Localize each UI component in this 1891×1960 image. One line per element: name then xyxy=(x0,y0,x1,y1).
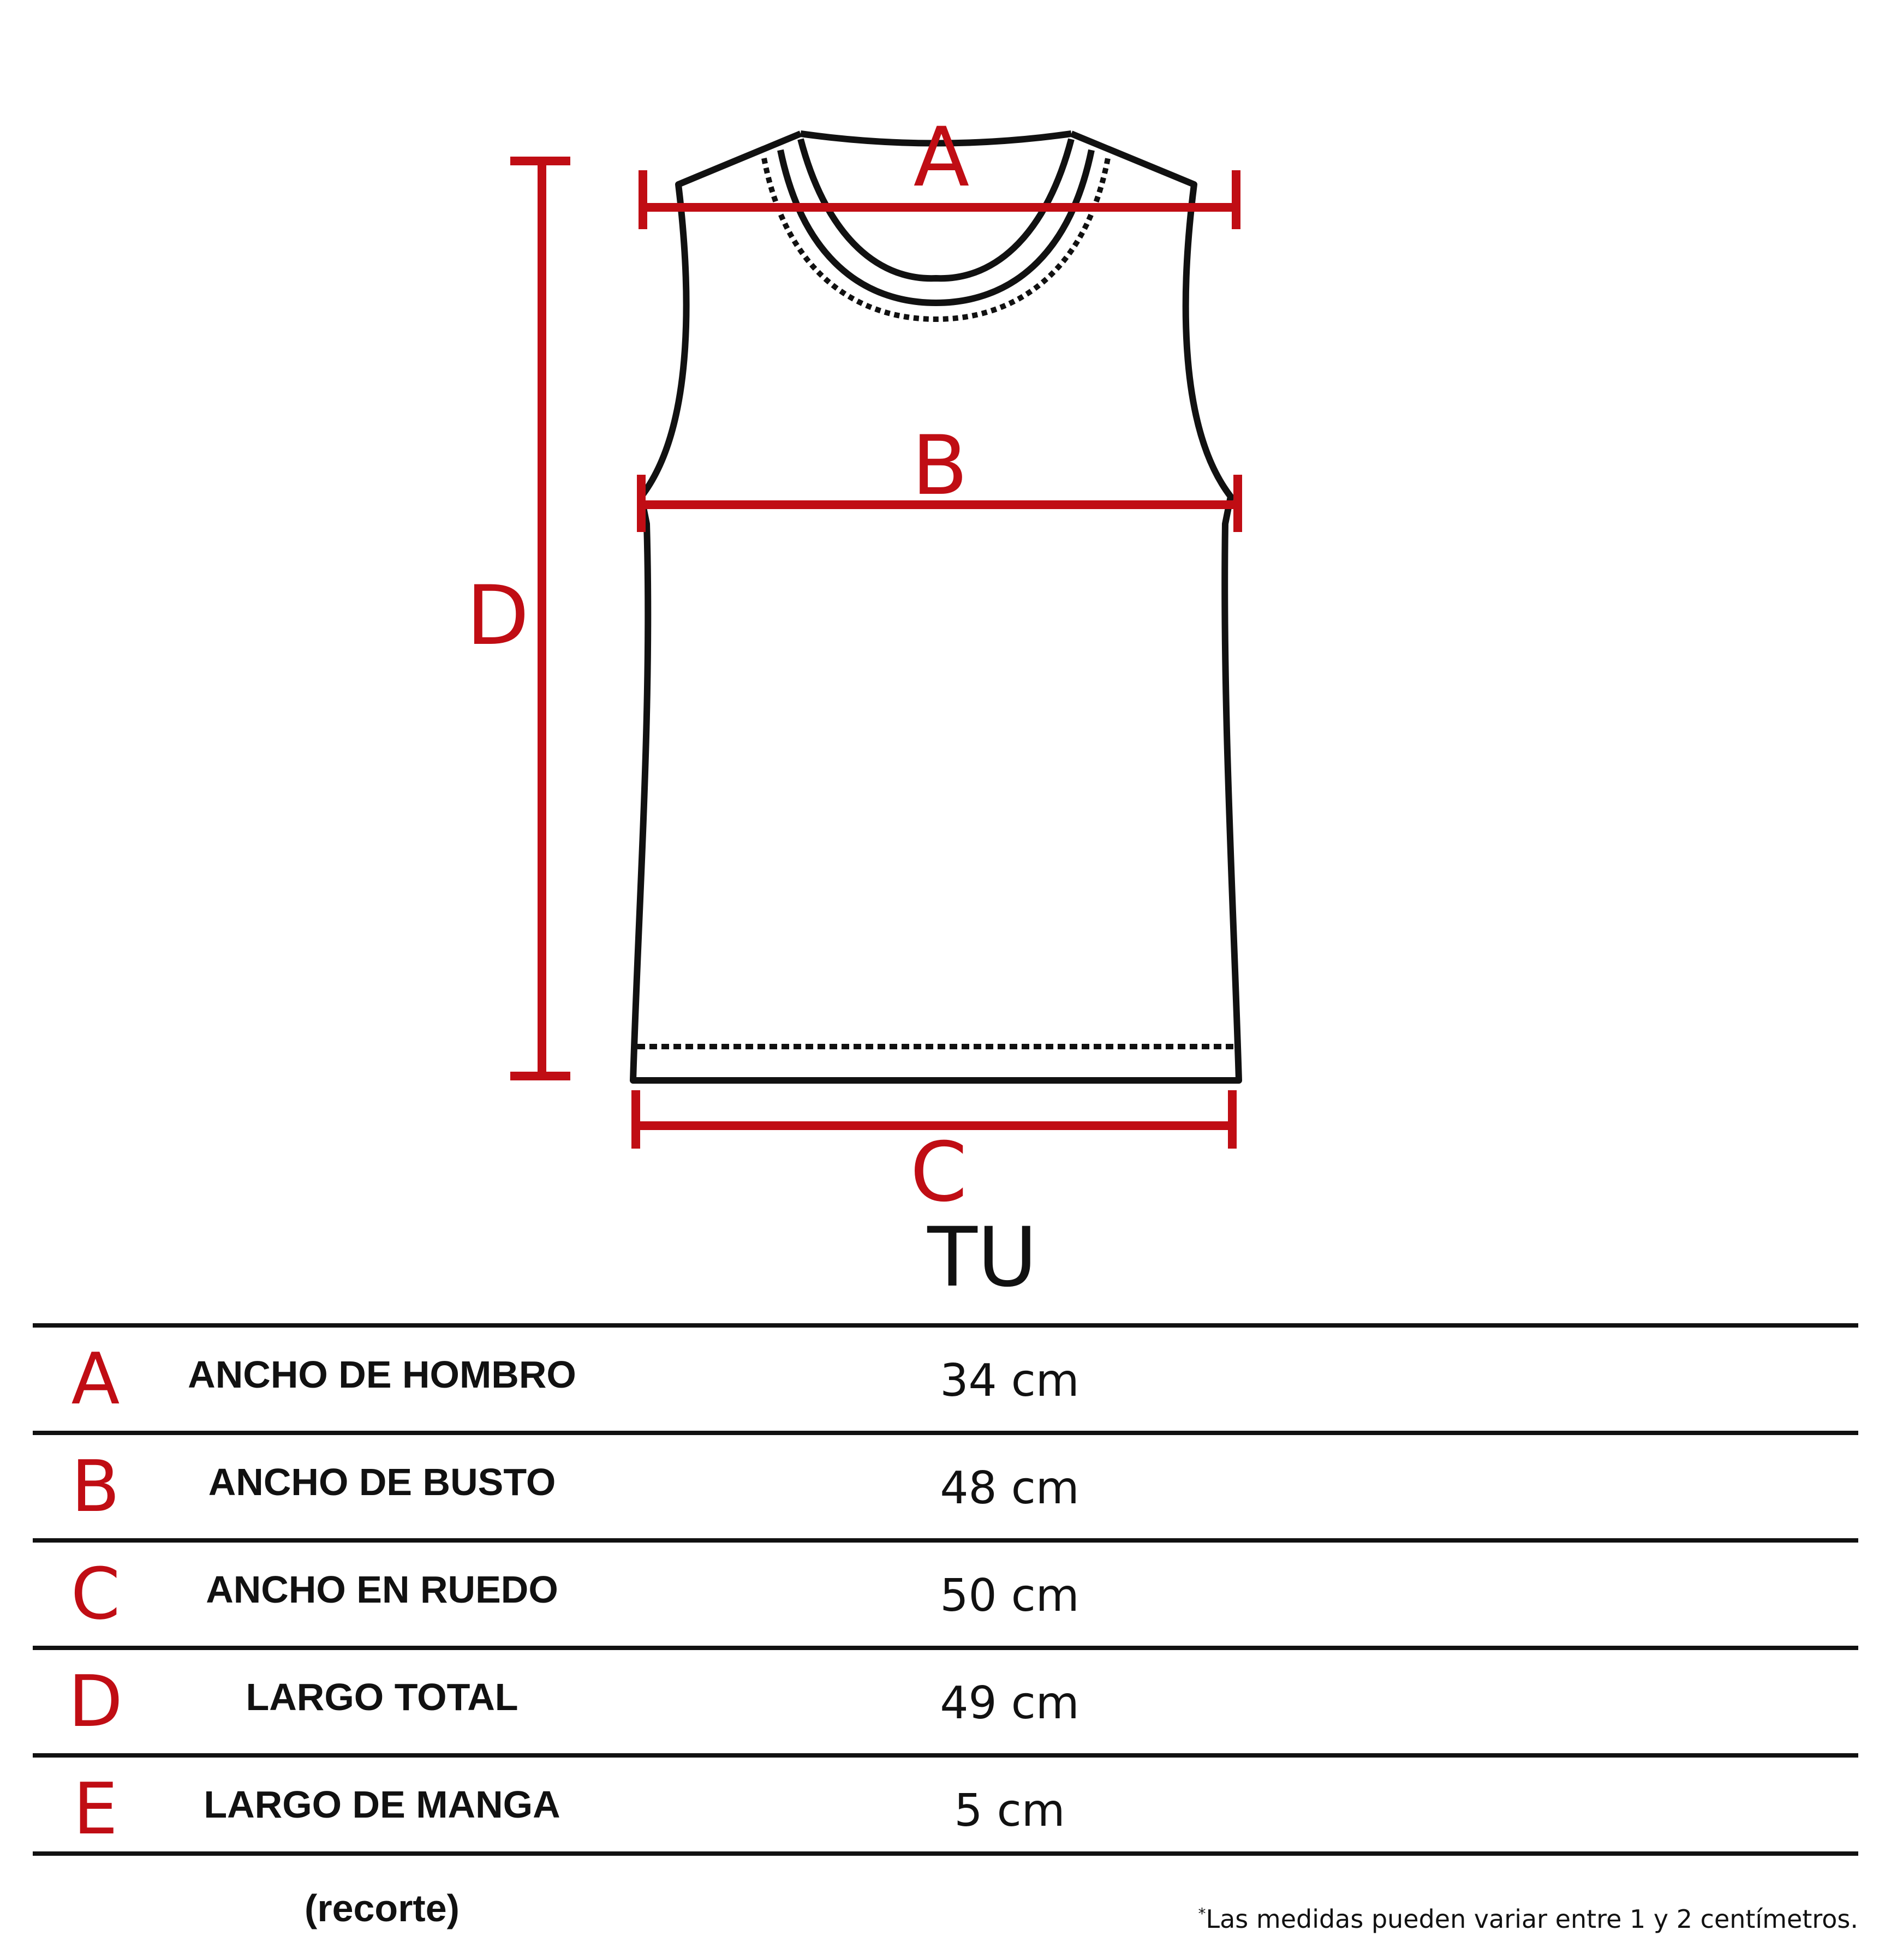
row-label: ANCHO EN RUEDO xyxy=(206,1568,558,1611)
footnote-mark: * xyxy=(1198,1904,1206,1923)
row-letter: D xyxy=(68,1660,123,1743)
row-letter: A xyxy=(71,1337,120,1420)
table-row xyxy=(33,1327,1858,1431)
measure-label-b: B xyxy=(911,419,968,513)
row-label: LARGO TOTAL xyxy=(246,1676,518,1718)
row-letter: C xyxy=(70,1552,121,1635)
measure-label-a: A xyxy=(913,110,970,205)
row-letter: E xyxy=(73,1767,118,1850)
row-label: ANCHO DE HOMBRO xyxy=(188,1353,576,1396)
table-row xyxy=(33,1650,1858,1753)
row-letter: B xyxy=(71,1445,120,1528)
footnote-text: Las medidas pueden variar entre 1 y 2 centímetros. xyxy=(1206,1904,1858,1934)
row-label: ANCHO DE BUSTO xyxy=(208,1461,556,1503)
measure-label-d: D xyxy=(466,569,529,664)
footnote xyxy=(1198,1904,1858,1934)
row-value: 34 cm xyxy=(940,1355,1079,1407)
table-row xyxy=(33,1435,1858,1538)
row-value: 49 cm xyxy=(940,1677,1079,1729)
size-heading: TU xyxy=(927,1210,1037,1305)
row-value: 48 cm xyxy=(940,1462,1079,1514)
row-value: 50 cm xyxy=(940,1570,1079,1622)
table-row xyxy=(33,1542,1858,1646)
table-bottom-rule xyxy=(33,1851,1858,1856)
row-label: LARGO DE MANGA (recorte) xyxy=(204,1783,560,1929)
measure-label-c: C xyxy=(910,1125,968,1220)
row-value: 5 cm xyxy=(954,1785,1065,1837)
